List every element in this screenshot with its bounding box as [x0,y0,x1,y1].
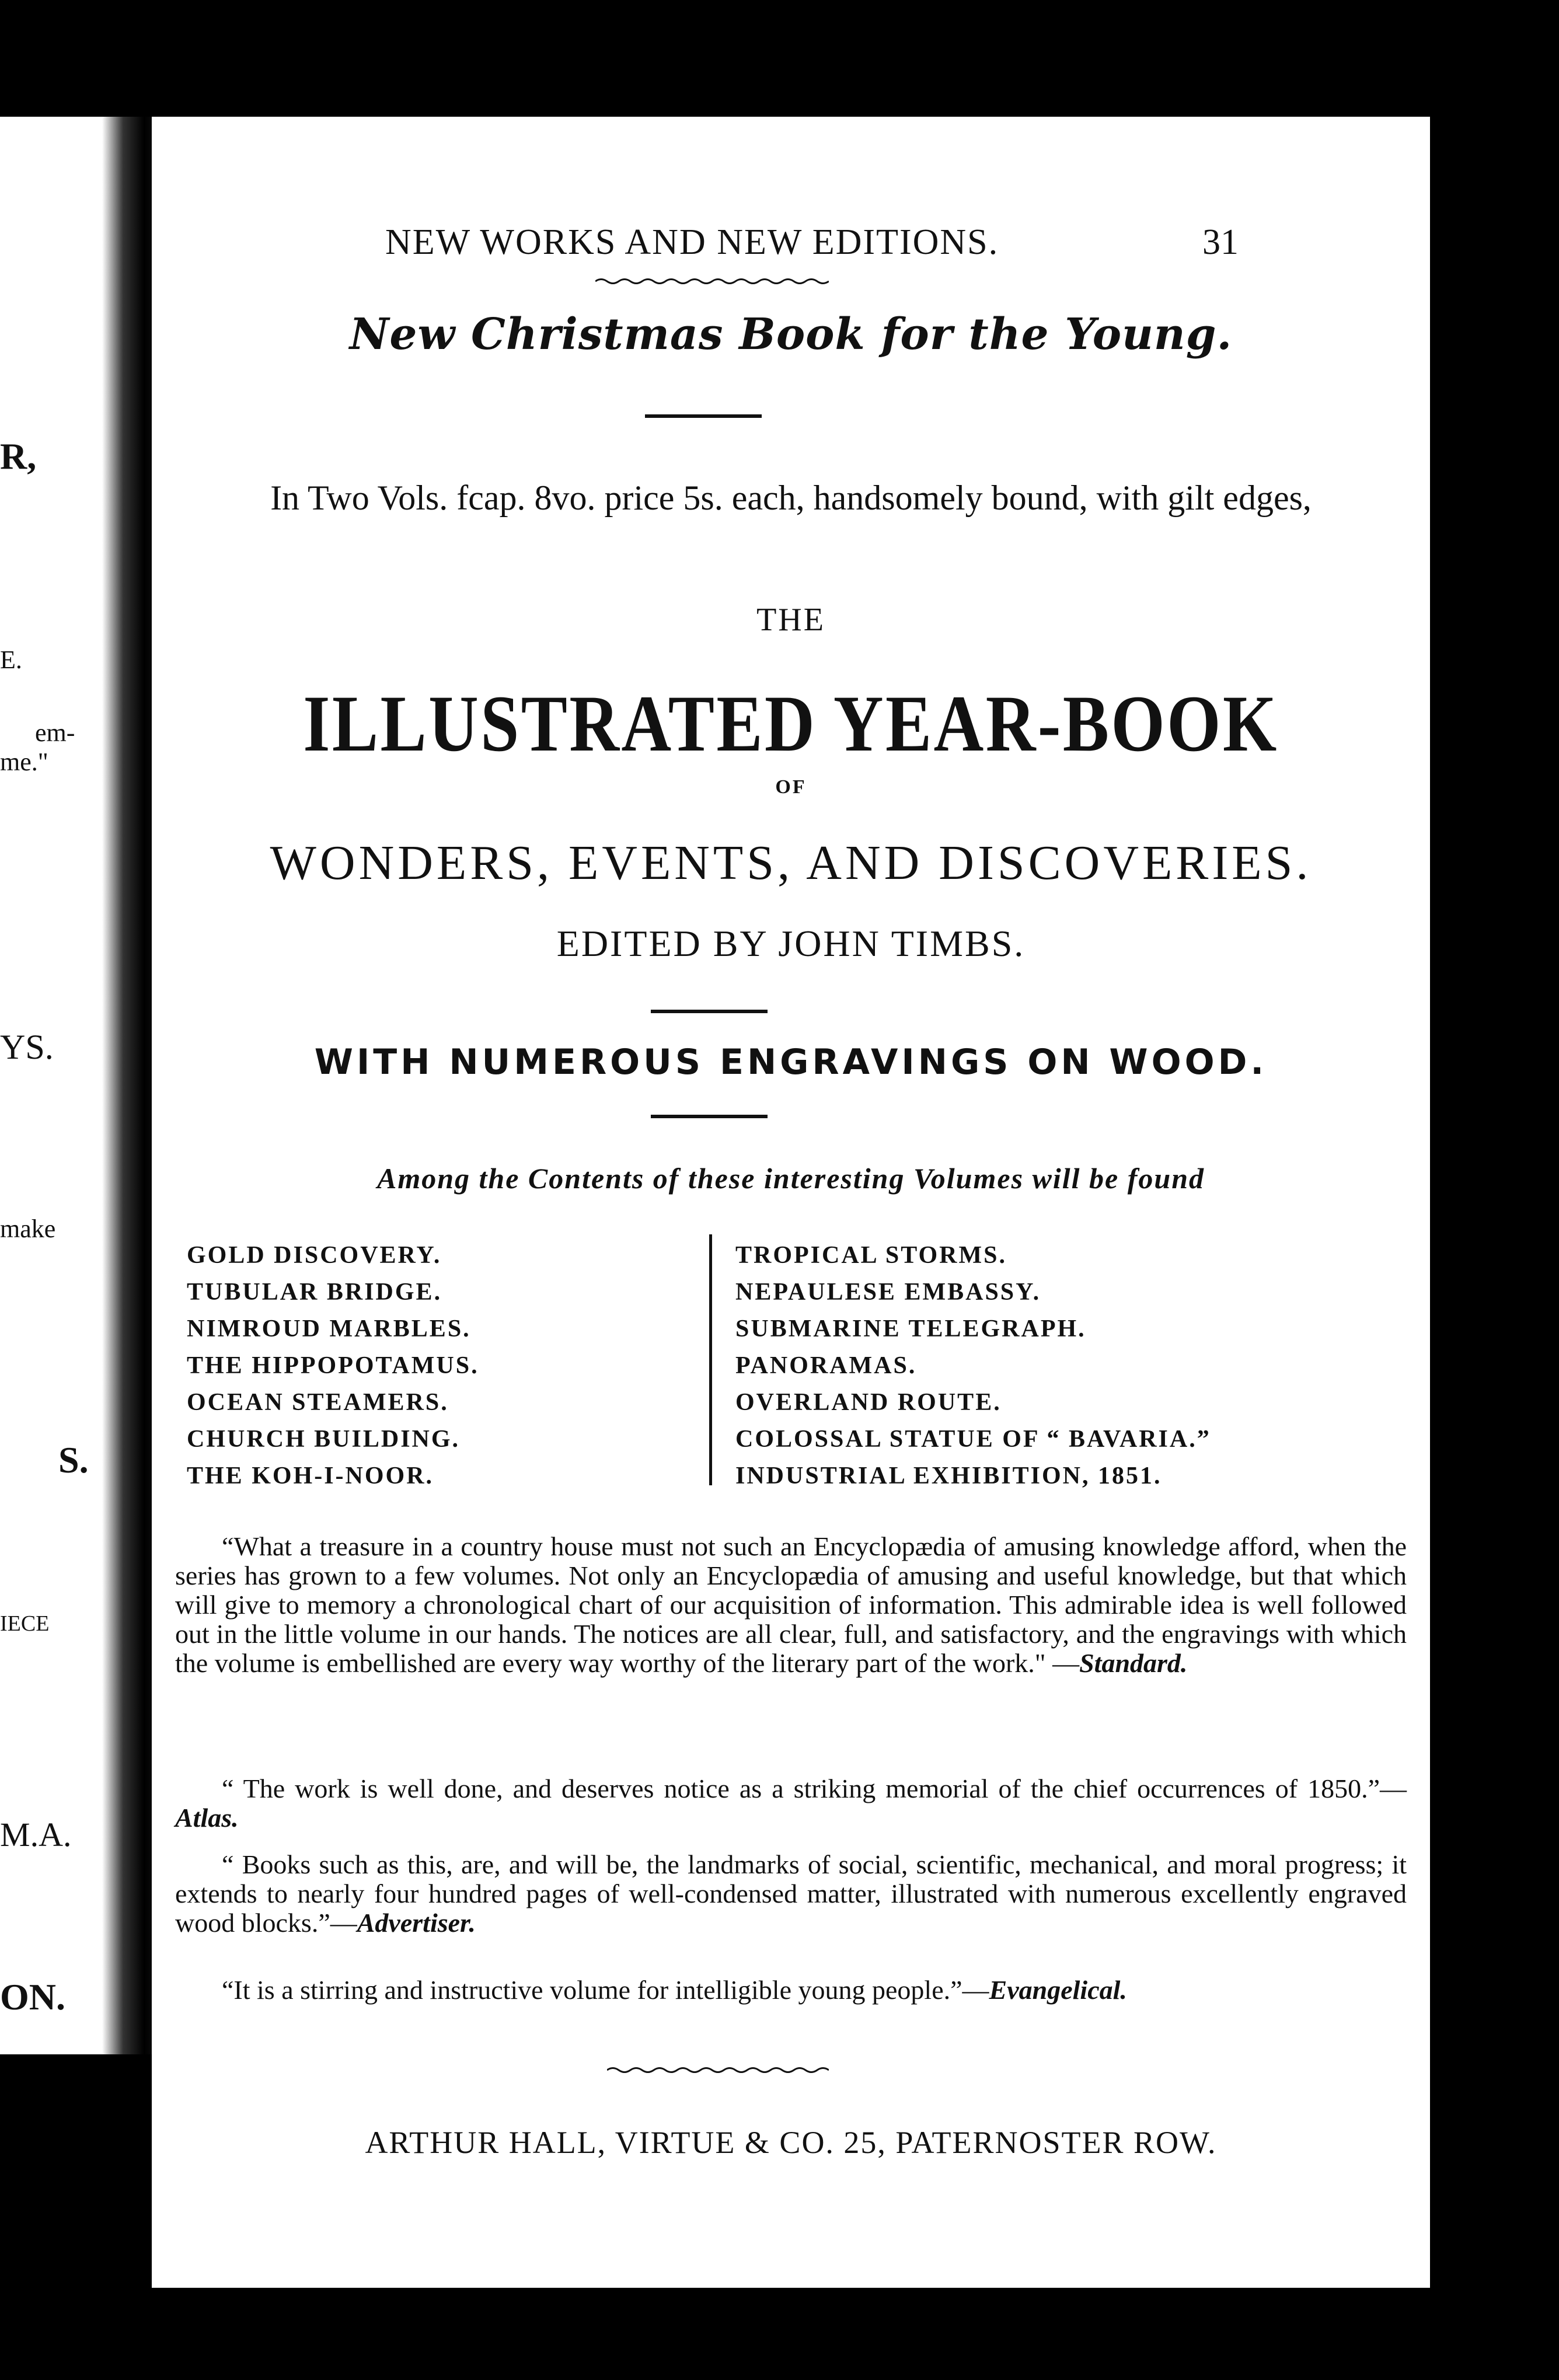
contents-right-column [735,1237,1211,1495]
column-divider [709,1234,712,1485]
contents-left-column [187,1237,479,1495]
book-subtitle: WONDERS, EVENTS, AND DISCOVERIES. [270,836,1312,890]
margin-fragment: YS. [0,1028,54,1066]
review-quote [175,1774,1407,1833]
quote-text: “ Books such as this, are, and will be, the landmarks of social, scientific, mechanical, and moral progress; it extends to nearly four hundred pages of well-condensed matter, illustrated with numerous excellently engraved wood blocks.”— [175,1849,1407,1938]
list-item: THE HIPPOPOTAMUS. [187,1352,479,1379]
margin-fragment: make [0,1215,56,1243]
quote-text: “What a treasure in a country house must not such an Encyclopædia of amusing knowledge afford, when the series has grown to a few volumes. Not only an Encyclopædia of amusing and useful knowledge, but that which will give to memory a chronological chart of our acquisition of information. This admirable idea is well followed out in the little volume in our hands. The notices are all clear, full, and satisfactory, and the engravings with which the volume is embellished are every way worthy of the literary part of the work." — [175,1531,1407,1678]
short-rule [645,414,762,418]
short-rule [651,1010,768,1013]
list-item: CHURCH BUILDING. [187,1426,461,1453]
quote-source: Atlas. [175,1803,239,1833]
the-label: THE [756,602,825,638]
review-quote [175,1976,1407,2005]
list-item: SUBMARINE TELEGRAPH. [735,1315,1086,1342]
quote-text: “ The work is well done, and deserves notice as a striking memorial of the chief occurrences of 1850.”— [222,1774,1407,1803]
review-quote [175,1850,1407,1938]
margin-fragment: E. [0,645,22,674]
quote-text: “It is a stirring and instructive volume for intelligible young people.”— [222,1975,989,2005]
margin-fragment: em- [35,718,75,747]
quote-source: Advertiser. [357,1908,476,1938]
margin-fragment: me." [0,748,48,776]
list-item: GOLD DISCOVERY. [187,1242,442,1269]
quote-source: Evangelical. [989,1975,1127,2005]
quote-source: Standard. [1079,1648,1188,1678]
list-item: THE KOH-I-NOOR. [187,1463,434,1489]
short-rule [651,1115,768,1118]
margin-fragment: IECE [0,1611,50,1636]
wavy-rule [595,277,829,285]
review-quote [175,1532,1407,1678]
margin-fragment: M.A. [0,1816,72,1854]
book-title: ILLUSTRATED YEAR-BOOK [303,679,1279,768]
list-item: COLOSSAL STATUE OF “ BAVARIA.” [735,1426,1211,1453]
intro-text: In Two Vols. fcap. 8vo. price 5s. each, handsomely bound, with gilt edges, [270,479,1312,517]
editor-line: EDITED BY JOHN TIMBS. [556,923,1026,964]
list-item: PANORAMAS. [735,1352,917,1379]
book-page [152,117,1430,2288]
list-item: INDUSTRIAL EXHIBITION, 1851. [735,1463,1162,1489]
of-label: OF [775,776,807,798]
list-item: NEPAULESE EMBASSY. [735,1279,1041,1306]
wavy-rule [607,2066,829,2074]
publisher-imprint: ARTHUR HALL, VIRTUE & CO. 25, PATERNOSTER ROW. [365,2125,1217,2160]
margin-fragment: R, [0,435,37,477]
page-number: 31 [1202,222,1239,262]
engravings-line: WITH NUMEROUS ENGRAVINGS ON WOOD. [314,1042,1268,1083]
list-item: OCEAN STEAMERS. [187,1389,449,1416]
list-item: OVERLAND ROUTE. [735,1389,1002,1416]
blackletter-heading: New Christmas Book for the Young. [349,309,1233,360]
list-item: NIMROUD MARBLES. [187,1315,471,1342]
margin-fragment: ON. [0,1976,65,2018]
margin-fragment: S. [58,1439,89,1481]
list-item: TROPICAL STORMS. [735,1242,1007,1269]
running-head: NEW WORKS AND NEW EDITIONS. [385,222,999,262]
contents-intro: Among the Contents of these interesting Volumes will be found [376,1162,1205,1195]
list-item: TUBULAR BRIDGE. [187,1279,442,1306]
